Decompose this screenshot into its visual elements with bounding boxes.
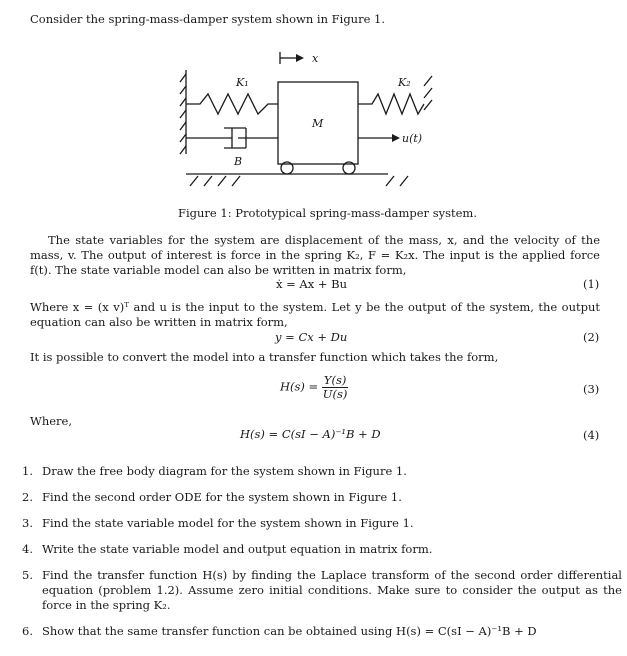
damper-b: [186, 128, 278, 148]
question-list: [22, 464, 622, 650]
list-item: 1. Draw the free body diagram for the system shown in Figure 1.: [22, 464, 407, 478]
label-k1: K₁: [236, 76, 249, 89]
label-damper: B: [234, 155, 243, 168]
equation-1: ẋ = Ax + Bu: [276, 277, 348, 291]
list-item: 2. Find the second order ODE for the system shown in Figure 1.: [22, 490, 402, 504]
label-k2: K₂: [398, 76, 411, 89]
equation-1-number: (1): [583, 277, 600, 291]
paragraph-state-variables: The state variables for the system are displacement of the mass, x, and the velocity of the mass, v. The output of interest is force in the spring K₂, F = K₂x. The input is the applied force f(t). The state variable model can also be written in matrix form,: [30, 233, 600, 277]
list-item: 6. Show that the same transfer function can be obtained using H(s) = C(sI − A)⁻¹B + D: [22, 624, 537, 638]
equation-3-numerator: Y(s): [323, 373, 347, 387]
equation-2: y = Cx + Du: [275, 330, 348, 344]
where-label: Where,: [30, 414, 72, 428]
equation-4: H(s) = C(sI − A)⁻¹B + D: [240, 427, 381, 441]
label-mass: M: [312, 117, 324, 130]
list-item: 5. Find the transfer function H(s) by finding the Laplace transform of the second order differential equation (problem 1.2). Assume zero initial conditions. Make sure to consider the output as the force in the spring K₂.: [22, 568, 622, 612]
equation-3-fraction: [322, 374, 348, 401]
intro-text: Consider the spring-mass-damper system shown in Figure 1.: [30, 12, 386, 26]
spring-k2: [358, 94, 424, 114]
list-item: 3. Find the state variable model for the system shown in Figure 1.: [22, 516, 414, 530]
figure-caption: Figure 1: Prototypical spring-mass-damper system.: [178, 206, 477, 220]
equation-3-lhs: H(s) =: [280, 379, 319, 394]
equation-2-number: (2): [583, 330, 600, 344]
equation-3-number: (3): [583, 382, 600, 396]
equation-4-number: (4): [583, 428, 600, 442]
equation-3-denominator: U(s): [322, 387, 348, 401]
list-item: 4. Write the state variable model and output equation in matrix form.: [22, 542, 433, 556]
label-x: x: [312, 52, 319, 65]
paragraph-transfer-function: It is possible to convert the model into a transfer function which takes the form,: [30, 350, 499, 364]
spring-k1: [186, 94, 278, 114]
paragraph-output-equation: Where x = (x v)ᵀ and u is the input to the system. Let y be the output of the system, the output equation can also be written in matrix form,: [30, 300, 600, 329]
label-force: u(t): [402, 132, 423, 145]
equation-3: [280, 374, 348, 401]
spring-mass-damper-figure: [178, 42, 448, 192]
